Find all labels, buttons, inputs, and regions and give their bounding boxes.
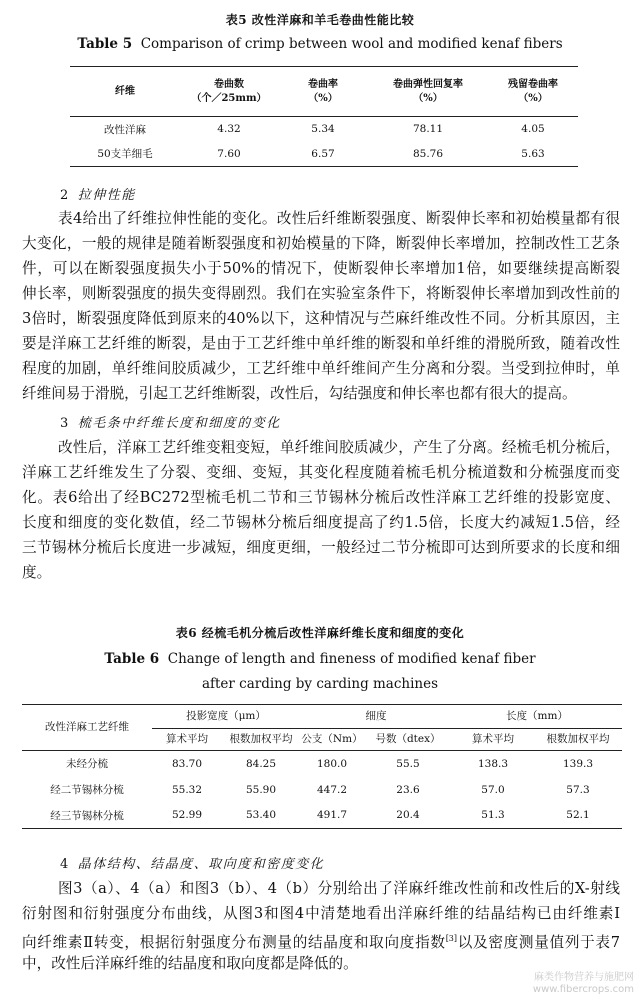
table-cell: 未经分梳 [66, 758, 108, 771]
table6-subheader: 公支（Nm） [300, 729, 364, 751]
paragraph-line: 图3（a）、4（a）和图3（b）、4（b）分别给出了洋麻纤维改性前和改性后的X-射线 [58, 880, 620, 897]
table6-subheader: 根数加权平均 [534, 729, 622, 751]
table6-subheader: 根数加权平均 [222, 729, 300, 751]
table-row [22, 803, 622, 829]
table-cell: 83.70 [171, 757, 203, 770]
table6-subheader: 算术平均 [452, 729, 534, 751]
section2-heading: 2 拉伸性能 [60, 188, 136, 203]
table-cell: 改性洋麻 [104, 123, 146, 136]
table6-group-header: 投影宽度（μm） [152, 705, 300, 729]
paragraph-line: 中，改性后洋麻纤维的结晶度和取向度都是降低的。 [22, 955, 358, 972]
paragraph-line: 件，可以在断裂强度损失小于50%的情况下，使断裂伸长率增加1倍，如要继续提高断裂 [22, 260, 620, 277]
paragraph-line: 纤维间易于滑脱，引起工艺纤维断裂，改性后，勾结强度和伸长率也都有很大的提高。 [22, 385, 577, 402]
table6 [22, 704, 622, 829]
table6-group-header: 细度 [300, 705, 452, 729]
paragraph-line: 度。 [22, 564, 52, 581]
paragraph-line: 三节锡林分梳后长度进一步减短，细度更细，一般经过二节分梳即可达到所要求的长度和细 [22, 539, 620, 556]
table-row [22, 777, 622, 803]
table-cell: 491.7 [316, 809, 348, 822]
table5-header: 纤维 [70, 67, 180, 117]
table-cell: 6.57 [311, 147, 335, 160]
table5-header: 卷曲率 （%） [278, 67, 368, 117]
citation-ref: [3] [445, 934, 458, 943]
paragraph-line: 化。表6给出了经BC272型梳毛机二节和三节锡林分梳后改性洋麻工艺纤维的投影宽度、 [22, 489, 620, 506]
table6-title: Change of length and fineness of modified kenaf fiber [167, 651, 536, 667]
paragraph-line: 洋麻工艺纤维发生了分裂、变细、变短，其变化程度随着梳毛机分梳道数和分梳强度而变 [22, 464, 620, 481]
table-cell: 85.76 [412, 147, 444, 160]
table-cell: 51.3 [481, 809, 505, 822]
table-row [70, 142, 578, 167]
table-cell: 84.25 [245, 757, 277, 770]
table-cell: 5.34 [311, 123, 335, 136]
paragraph-line: 长度和细度的变化数值，经二节锡林分梳后细度提高了约1.5倍，长度大约减短1.5倍，经 [22, 514, 620, 531]
table-cell: 139.3 [562, 757, 594, 770]
paragraph-line: 伸长率，则断裂强度的损失变得剧烈。我们在实验室条件下，将断裂伸长率增加到改性前的 [22, 285, 620, 302]
table6-subheader: 算术平均 [152, 729, 222, 751]
paragraph-line: 向纤维素Ⅱ转变，根据衍射强度分布测量的结晶度和取向度指数[3]以及密度测量值列于表7 [22, 933, 621, 951]
table6-group-header: 长度（mm） [452, 705, 622, 729]
table-cell: 78.11 [412, 123, 444, 136]
table6-subheader: 号数（dtex） [364, 729, 452, 751]
paragraph-line: 衍射图和衍射强度分布曲线，从图3和图4中清楚地看出洋麻纤维的结晶结构已由纤维素Ⅰ [22, 905, 620, 922]
table-cell: 447.2 [316, 783, 348, 796]
table-cell: 138.3 [477, 757, 509, 770]
table-cell: 52.99 [171, 809, 203, 822]
table-cell: 53.40 [245, 809, 277, 822]
table-cell: 23.6 [396, 783, 420, 796]
table-cell: 57.3 [566, 783, 590, 796]
paragraph-line: 大变化，一般的规律是随着断裂强度和初始模量的下降，断裂伸长率增加，控制改性工艺条 [22, 235, 620, 252]
table5-header: 残留卷曲率 （%） [488, 67, 578, 117]
table-row [22, 751, 622, 777]
table-cell: 4.05 [521, 123, 545, 136]
table-cell: 55.90 [245, 783, 277, 796]
table6-group-row [22, 705, 622, 729]
table-cell: 20.4 [396, 809, 420, 822]
table5-header: 卷曲数 （个／25mm） [180, 67, 278, 117]
table5-header: 卷曲弹性回复率 （%） [368, 67, 488, 117]
table5-header-row [70, 67, 578, 117]
table6-caption-en [0, 651, 640, 667]
paragraph-line: 3倍时，断裂强度降低到原来的40%以下，这种情况与苎麻纤维改性不同。分析其原因，主 [22, 310, 620, 327]
table-cell: 50支羊细毛 [97, 148, 153, 161]
table-cell: 经三节锡林分梳 [50, 809, 124, 822]
paragraph-line: 要是洋麻工艺纤维的断裂，是由于工艺纤维中单纤维的断裂和单纤维的滑脱所致，随着改性 [22, 335, 620, 352]
table-cell: 5.63 [521, 147, 545, 160]
table-cell: 57.0 [481, 783, 505, 796]
watermark: 麻类作物营养与施肥网 www.fibercrops.com [532, 972, 634, 995]
table-cell: 52.1 [566, 809, 590, 822]
table-cell: 7.60 [217, 147, 241, 160]
table6-label: Table 6 [104, 651, 160, 667]
table-row [70, 117, 578, 142]
table-cell: 55.32 [171, 783, 203, 796]
table5-label: Table 5 [77, 36, 133, 52]
table-cell: 经二节锡林分梳 [50, 784, 124, 796]
paragraph-line: 程度的加剧，单纤维间胶质减少，工艺纤维中单纤维间产生分离和分裂。当受到拉伸时，单 [22, 360, 620, 377]
table5 [70, 66, 578, 167]
section4-heading: 4 晶体结构、结晶度、取向度和密度变化 [60, 857, 325, 872]
table6-caption-en-line2: after carding by carding machines [201, 676, 439, 692]
table-cell: 180.0 [316, 757, 348, 770]
table5-caption-cn: 表5 改性洋麻和羊毛卷曲性能比较 [225, 13, 415, 27]
paragraph-line: 改性后，洋麻工艺纤维变粗变短，单纤维间胶质减少，产生了分离。经梳毛机分梳后， [58, 439, 620, 456]
table6-caption-cn: 表6 经梳毛机分梳后改性洋麻纤维长度和细度的变化 [175, 626, 465, 640]
table6-row-header: 改性洋麻工艺纤维 [22, 705, 152, 751]
table5-title: Comparison of crimp between wool and modified kenaf fibers [140, 36, 563, 52]
paragraph-line: 表4给出了纤维拉伸性能的变化。改性后纤维断裂强度、断裂伸长率和初始模量都有很 [58, 210, 620, 227]
table5-caption-en [0, 36, 640, 52]
section3-heading: 3 梳毛条中纤维长度和细度的变化 [60, 416, 281, 431]
table-cell: 55.5 [396, 757, 420, 770]
table-cell: 4.32 [217, 123, 241, 136]
